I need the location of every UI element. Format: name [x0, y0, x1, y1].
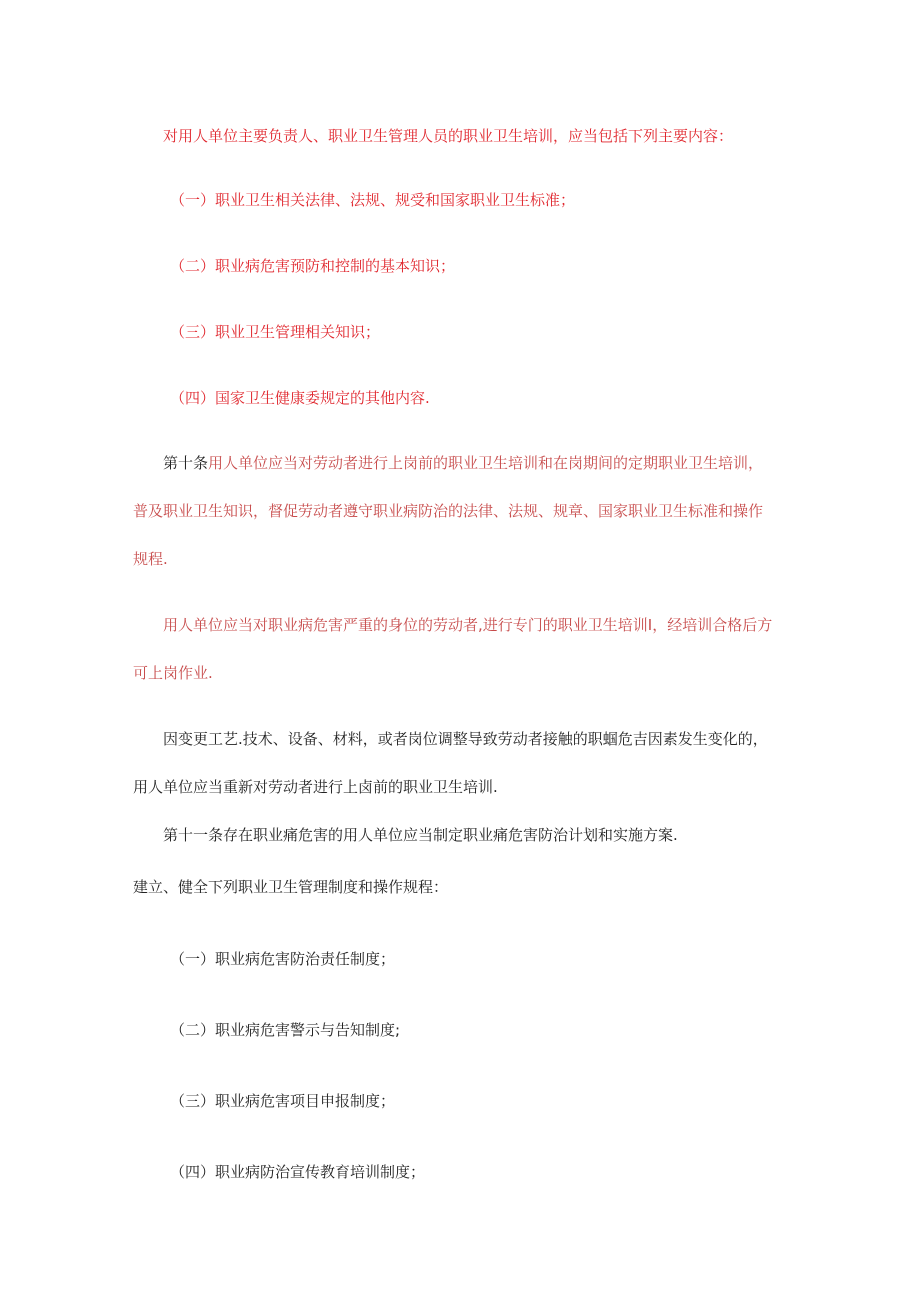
article-10-label: 第十条	[163, 454, 209, 472]
paragraph-special-training-cont: 可上岗作业.	[133, 664, 213, 682]
section-intro: 对用人单位主要负责人、职业卫生管理人员的职业卫生培训，应当包括下列主要内容：	[163, 127, 734, 145]
list-item: （三）职业卫生管理相关知识；	[170, 323, 381, 341]
paragraph-retraining-cont: 用人单位应当重新对劳动者进行上卤前的职业卫生培训.	[133, 778, 498, 796]
article-10-line-2: 普及职业卫生知识，督促劳动者遵守职业病防治的法律、法规、规章、国家职业卫生标准和操作	[133, 502, 764, 520]
list-item: （二）职业病危害警示与告知制度;	[170, 1021, 401, 1039]
article-10-line-3: 规程.	[133, 550, 168, 568]
article-11-line-2: 建立、健全下列职业卫生管理制度和操作规程：	[133, 878, 449, 896]
list-item: （一）职业卫生相关法律、法规、规受和国家职业卫生标准；	[170, 191, 576, 209]
article-10-text: 用人单位应当对劳动者进行上岗前的职业卫生培训和在岗期间的定期职业卫生培训，	[208, 454, 764, 472]
list-item: （二）职业病危害预防和控制的基本知识；	[170, 257, 456, 275]
article-11-line-1: 第十一条存在职业痛危害的用人单位应当制定职业痛危害防治计划和实施方案.	[163, 826, 678, 844]
list-item: （四）职业病防治宣传教育培训制度；	[170, 1163, 426, 1181]
list-item: （一）职业病危害防治责任制度；	[170, 950, 396, 968]
list-item: （四）国家卫生健康委规定的其他内容.	[170, 389, 430, 407]
article-10-line-1	[163, 453, 763, 473]
list-item: （三）职业病危害项目申报制度；	[170, 1092, 396, 1110]
paragraph-special-training: 用人单位应当对职业病危害严重的身位的劳动者,进行专门的职业卫生培训I，经培训合格后方	[163, 616, 773, 634]
paragraph-retraining: 因变更工艺.技术、设备、材料，或者岗位调整导致劳动者接触的职蝈危吉因素发生变化的，	[163, 730, 768, 748]
